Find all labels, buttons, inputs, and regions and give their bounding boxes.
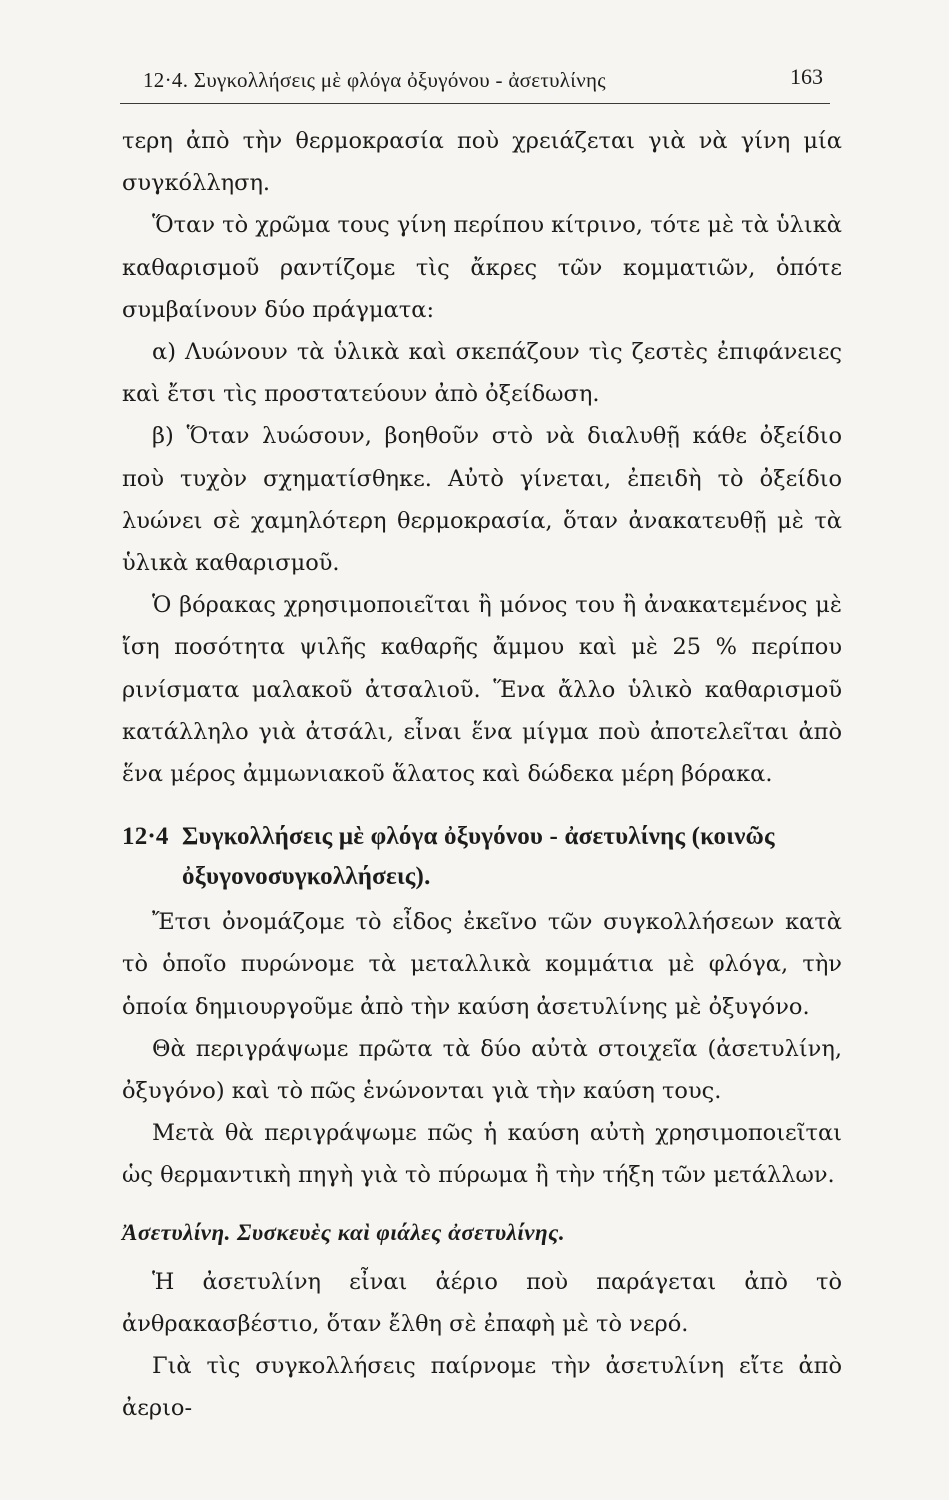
section-number: 12·4 [122,823,169,851]
paragraph: Γιὰ τὶς συγκολλήσεις παίρνομε τὴν ἀσετυλίνη εἴτε ἀπὸ ἀεριο- [122,1353,842,1422]
running-header [143,60,823,104]
header-rule [120,103,830,104]
paragraph: Ὅταν τὸ χρῶμα τους γίνη περίπου κίτρινο, τότε μὲ τὰ ὑλικὰ καθαρισμοῦ ραντίζομε τὶς ἄκρες τῶν κομματιῶν, ὁπότε συμβαίνουν δύο πράγματα: [122,212,842,323]
list-item-a: α) Λυώνουν τὰ ὑλικὰ καὶ σκεπάζουν τὶς ζεστὲς ἐπιφάνειες καὶ ἔτσι τὶς προστατεύουν ἀπὸ ὀξείδωση. [122,339,842,408]
list-item-b: β) Ὅταν λυώσουν, βοηθοῦν στὸ νὰ διαλυθῇ κάθε ὀξείδιο ποὺ τυχὸν σχηματίσθηκε. Αὐτὸ γίνεται, ἐπειδὴ τὸ ὀξείδιο λυώνει σὲ χαμηλότερη θερμοκρασία, ὅταν ἀνακατευθῇ μὲ τὰ ὑλικὰ καθαρισμοῦ. [122,423,842,577]
paragraph: τερη ἀπὸ τὴν θερμοκρασία ποὺ χρειάζεται γιὰ νὰ γίνη μία συγκόλληση. [122,128,842,197]
body-text [122,120,842,1429]
paragraph: Ὁ βόρακας χρησιμοποιεῖται ἢ μόνος του ἢ ἀνακατεμένος μὲ ἴση ποσότητα ψιλῆς καθαρῆς ἄμμου καὶ μὲ 25 % περίπου ρινίσματα μαλακοῦ ἀτσαλιοῦ. Ἕνα ἄλλο ὑλικὸ καθαρισμοῦ κατάλληλο γιὰ ἀτσάλι, εἶναι ἕνα μίγμα ποὺ ἀποτελεῖται ἀπὸ ἕνα μέρος ἀμμωνιακοῦ ἅλατος καὶ δώδεκα μέρη βόρακα. [122,592,842,788]
running-title: 12·4. Συγκολλήσεις μὲ φλόγα ὀξυγόνου - ἀσετυλίνης [143,68,606,92]
paragraph: Θὰ περιγράψωμε πρῶτα τὰ δύο αὐτὰ στοιχεῖα (ἀσετυλίνη, ὀξυγόνο) καὶ τὸ πῶς ἑνώνονται γιὰ τὴν καύση τους. [122,1035,842,1105]
paragraph: Ἡ ἀσετυλίνη εἶναι ἀέριο ποὺ παράγεται ἀπὸ τὸ ἀνθρακασβέστιο, ὅταν ἔλθη σὲ ἐπαφὴ μὲ τὸ νερό. [122,1268,842,1337]
sub-heading: Ἀσετυλίνη. Συσκευὲς καὶ φιάλες ἀσετυλίνης. [122,1219,566,1245]
page-number: 163 [790,64,823,89]
section-heading [122,817,842,897]
section-title: Συγκολλήσεις μὲ φλόγα ὀξυγόνου - ἀσετυλίνης (κοινῶς ὀξυγονοσυγκολλήσεις). [182,823,775,891]
paragraph: Ἔτσι ὀνομάζομε τὸ εἶδος ἐκεῖνο τῶν συγκολλήσεων κατὰ τὸ ὁποῖο πυρώνομε τὰ μεταλλικὰ κομμάτια μὲ φλόγα, τὴν ὁποία δημιουργοῦμε ἀπὸ τὴν καύση ἀσετυλίνης μὲ ὀξυγόνο. [122,909,842,1020]
paragraph: Μετὰ θὰ περιγράψωμε πῶς ἡ καύση αὐτὴ χρησιμοποιεῖται ὡς θερμαντικὴ πηγὴ γιὰ τὸ πύρωμα ἢ τὴν τήξη τῶν μετάλλων. [122,1120,842,1189]
